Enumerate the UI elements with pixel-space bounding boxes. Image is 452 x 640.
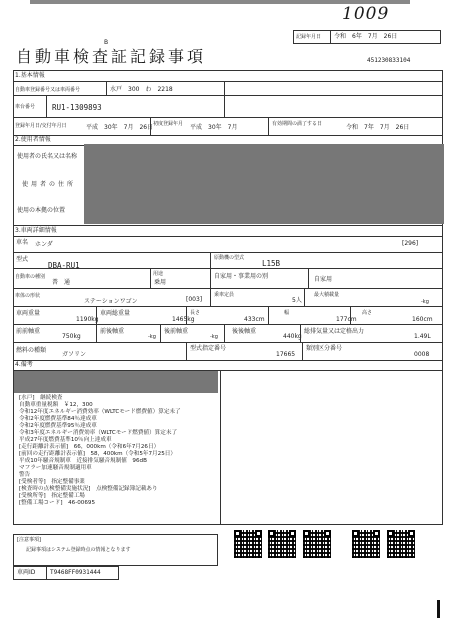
body-code: [003] xyxy=(186,296,203,303)
maker-label: 車名 xyxy=(16,239,29,246)
note-line: [走行距離計表示値] 66，000km（令和6年7月26日） xyxy=(19,444,160,450)
qr-code-5 xyxy=(387,530,415,558)
engine-value: L15B xyxy=(262,259,281,268)
rear-axle-label: 後後軸重 xyxy=(232,328,257,335)
max-load-label: 最大積載量 xyxy=(314,292,340,298)
section2-header: 2.使用者情報 xyxy=(15,136,51,143)
model-value: DBA-RU1 xyxy=(48,261,80,270)
front-rear-value: -kg xyxy=(148,334,156,340)
category-value: 0008 xyxy=(414,351,430,358)
note-line: 平成27年度燃費基準10％向上達成車 xyxy=(19,437,112,443)
front-rear-label: 前後軸重 xyxy=(100,328,125,335)
displacement-value: 1.49L xyxy=(414,333,431,340)
gross-value: 1465kg xyxy=(172,316,195,323)
height-value: 160cm xyxy=(412,316,433,323)
engine-label: 原動機の型式 xyxy=(214,255,245,261)
maker-code: [296] xyxy=(402,240,419,247)
category-label: 類別区分番号 xyxy=(306,345,343,352)
reg-value: 水戸 300 わ 2218 xyxy=(110,86,173,93)
car-id-value: T9468FF0931444 xyxy=(50,569,101,576)
note-line: マフラー加速騒音規制適用車 xyxy=(19,465,92,471)
footer-notes-header: [注意事項] xyxy=(17,537,41,543)
body-label: 車体の形状 xyxy=(15,293,41,299)
width-value: 177cm xyxy=(336,316,357,323)
height-label: 高さ xyxy=(362,310,373,316)
purpose-value: 自家用・事業用の別 xyxy=(214,273,269,280)
capacity-value: 5人 xyxy=(292,297,302,304)
car-id-label: 車両ID xyxy=(17,569,36,576)
record-date-label: 記録年月日 xyxy=(296,34,322,40)
width-label: 幅 xyxy=(284,310,290,316)
note-line: 令和12年度エネルギー消費効率（WLTCモード燃費値）算定未了 xyxy=(19,409,181,415)
note-line: 令和3年度エネルギー消費効率（WLTCモード燃費値）算定未了 xyxy=(19,430,178,436)
note-line: [前回の走行距離計表示値] 58，400km（令和5年7月25日） xyxy=(19,451,176,457)
front-axle-value: 750kg xyxy=(62,333,81,340)
section4-header: 4.備考 xyxy=(15,361,33,368)
qr-code-1 xyxy=(234,530,262,558)
note-line: 平成10年騒音規制車 近接排気騒音規制値 96dB xyxy=(19,458,147,464)
length-value: 433cm xyxy=(244,316,265,323)
redacted-notes-header xyxy=(14,371,218,393)
model-label: 型式 xyxy=(16,256,29,263)
front-axle-label: 前前軸重 xyxy=(16,328,41,335)
reg-label: 自動車登録番号又は車両番号 xyxy=(15,87,81,93)
note-line: 自動車重量税額 ￥12，300 xyxy=(19,402,93,408)
base-label: 使用の本拠の位置 xyxy=(17,207,66,214)
use-value: 乗用 xyxy=(154,279,167,286)
scan-mark xyxy=(437,600,440,618)
document-number: 451230833104 xyxy=(367,57,411,64)
vin-value: RU1-1309893 xyxy=(52,103,102,112)
body-value: ステーションワゴン xyxy=(84,298,138,305)
record-date-value: 令和 6年 7月 26日 xyxy=(334,33,398,40)
redacted-user-info xyxy=(84,144,444,224)
qr-code-2 xyxy=(268,530,296,558)
maker-value: ホンダ xyxy=(35,241,53,248)
qr-code-3 xyxy=(303,530,331,558)
section3-header: 3.車両詳細情報 xyxy=(15,227,57,234)
note-line: 警告 xyxy=(19,472,31,478)
length-label: 長さ xyxy=(190,310,201,316)
expiry-value: 令和 7年 7月 26日 xyxy=(346,124,410,131)
qr-code-4 xyxy=(352,530,380,558)
capacity-label: 乗車定員 xyxy=(214,292,235,298)
kind-value: 普 通 xyxy=(52,279,71,286)
max-load-value: -kg xyxy=(421,299,429,305)
note-line: [検査時の点検整備実施状況] 点検整備記録簿記載あり xyxy=(19,486,158,492)
use-label: 用途 xyxy=(153,271,164,277)
kind-label: 自動車の種別 xyxy=(15,274,46,280)
first-reg-value: 平成 30年 7月 26日 xyxy=(86,124,154,131)
first-year-label: 初度登録年月 xyxy=(153,121,184,127)
note-line: 令和2年度燃費基準84％達成車 xyxy=(19,416,97,422)
rear-axle-value: 440kg xyxy=(283,333,302,340)
weight-value: 1190kg xyxy=(76,316,99,323)
note-line: 令和2年度燃費基準95％達成車 xyxy=(19,423,97,429)
handwritten-number: 1009 xyxy=(342,4,390,24)
user-name-label: 使用者の氏名又は名称 xyxy=(17,153,78,160)
gross-label: 車両総重量 xyxy=(100,310,131,317)
vin-label: 車台番号 xyxy=(15,104,36,110)
user-address-label: 使用者の住所 xyxy=(22,181,77,188)
note-line: [整備工場コード] 46-00695 xyxy=(19,500,96,506)
page-title: 自動車検査証記録事項 xyxy=(16,47,207,66)
fuel-value: ガソリン xyxy=(62,351,87,358)
expiry-label: 有効期間の満了する日 xyxy=(272,121,323,127)
rear-front-label: 後前軸重 xyxy=(164,328,189,335)
private-value: 自家用 xyxy=(314,276,333,283)
note-line: [水戸] 継続検査 xyxy=(19,395,63,401)
weight-label: 車両重量 xyxy=(16,310,41,317)
note-line: [受検者等] 指定整備事業 xyxy=(19,479,85,485)
rear-front-value: -kg xyxy=(210,334,218,340)
first-year-value: 平成 30年 7月 xyxy=(190,124,238,131)
letter-b: B xyxy=(104,39,109,46)
displacement-label: 総排気量又は定格出力 xyxy=(304,328,365,335)
designation-value: 17665 xyxy=(276,351,296,358)
fuel-label: 燃料の種類 xyxy=(16,347,47,354)
section1-header: 1.基本情報 xyxy=(15,72,45,79)
designation-label: 型式指定番号 xyxy=(190,345,227,352)
note-line: [受検所等] 指定整備工場 xyxy=(19,493,85,499)
footer-notes-text: 記録事項はシステム登録時点の情報となります xyxy=(26,547,131,553)
first-reg-label: 登録年月日/交付年月日 xyxy=(15,123,67,129)
